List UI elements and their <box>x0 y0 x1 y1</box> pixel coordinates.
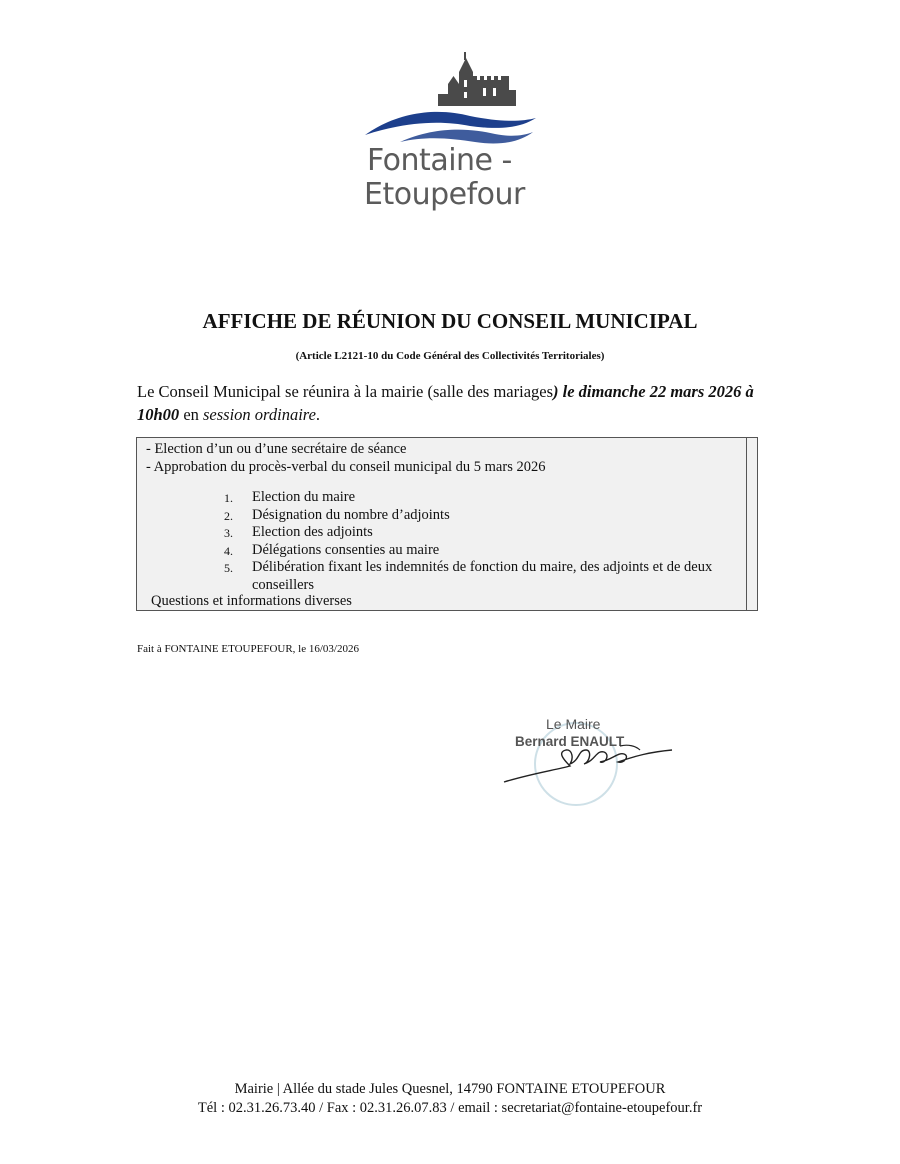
agenda-item-number: 1. <box>224 491 233 505</box>
agenda-item <box>146 559 740 594</box>
session-type: session ordinaire <box>203 405 316 424</box>
agenda-closing: Questions et informations diverses <box>151 593 352 609</box>
agenda-box <box>136 437 758 611</box>
logo-line-1: Fontaine - <box>367 143 512 178</box>
mayor-signature <box>500 712 680 807</box>
intro-text: Le Conseil Municipal se réunira à la mairie (salle des mariages <box>137 382 554 401</box>
castle-wave-icon <box>360 50 540 150</box>
agenda-item <box>146 542 740 560</box>
agenda-item-number: 5. <box>224 561 233 575</box>
logo-line-2: Etoupefour <box>364 177 525 212</box>
footer-contact: Tél : 02.31.26.73.40 / Fax : 02.31.26.07.83 / email : secretariat@fontaine-etoupefour.fr <box>197 1100 703 1116</box>
agenda-item-number: 4. <box>224 543 233 558</box>
agenda-item-label: Désignation du nombre d’adjoints <box>252 506 450 523</box>
agenda-item-label: Délégations consenties au maire <box>252 541 440 558</box>
signatory-name: Bernard ENAULT <box>515 734 625 749</box>
footer <box>0 1080 900 1118</box>
page-title: AFFICHE DE RÉUNION DU CONSEIL MUNICIPAL <box>202 309 698 333</box>
agenda-list <box>146 489 740 594</box>
meeting-date: ) le dimanche 22 mars 2026 à 10h00 <box>137 382 754 424</box>
agenda-item <box>146 524 740 542</box>
legal-reference: (Article L2121-10 du Code Général des Collectivités Territoriales) <box>295 350 605 362</box>
agenda-item-number: 3. <box>224 526 233 540</box>
agenda-item-label: Délibération fixant les indemnités de fonction du maire, des adjoints et de deux conseillers <box>252 559 713 593</box>
agenda-item <box>146 507 740 525</box>
handwritten-signature-icon <box>500 732 680 792</box>
meeting-intro <box>137 380 767 426</box>
agenda-divider <box>746 438 747 610</box>
agenda-item <box>146 489 740 507</box>
footer-address: Mairie | Allée du stade Jules Quesnel, 14790 FONTAINE ETOUPEFOUR <box>234 1081 666 1097</box>
agenda-item-label: Election des adjoints <box>252 524 373 540</box>
town-logo <box>360 50 540 220</box>
place-and-date: Fait à FONTAINE ETOUPEFOUR, le 16/03/2026 <box>137 643 359 655</box>
agenda-item-number: 2. <box>224 508 233 523</box>
agenda-item-label: Election du maire <box>252 489 356 505</box>
agenda-preliminary: - Approbation du procès-verbal du conseil municipal du 5 mars 2026 <box>146 459 546 475</box>
agenda-preliminary: - Election d’un ou d’une secrétaire de séance <box>146 441 407 457</box>
intro-end: . <box>315 405 321 424</box>
signatory-role: Le Maire <box>546 716 601 732</box>
intro-mid: en <box>179 405 204 424</box>
